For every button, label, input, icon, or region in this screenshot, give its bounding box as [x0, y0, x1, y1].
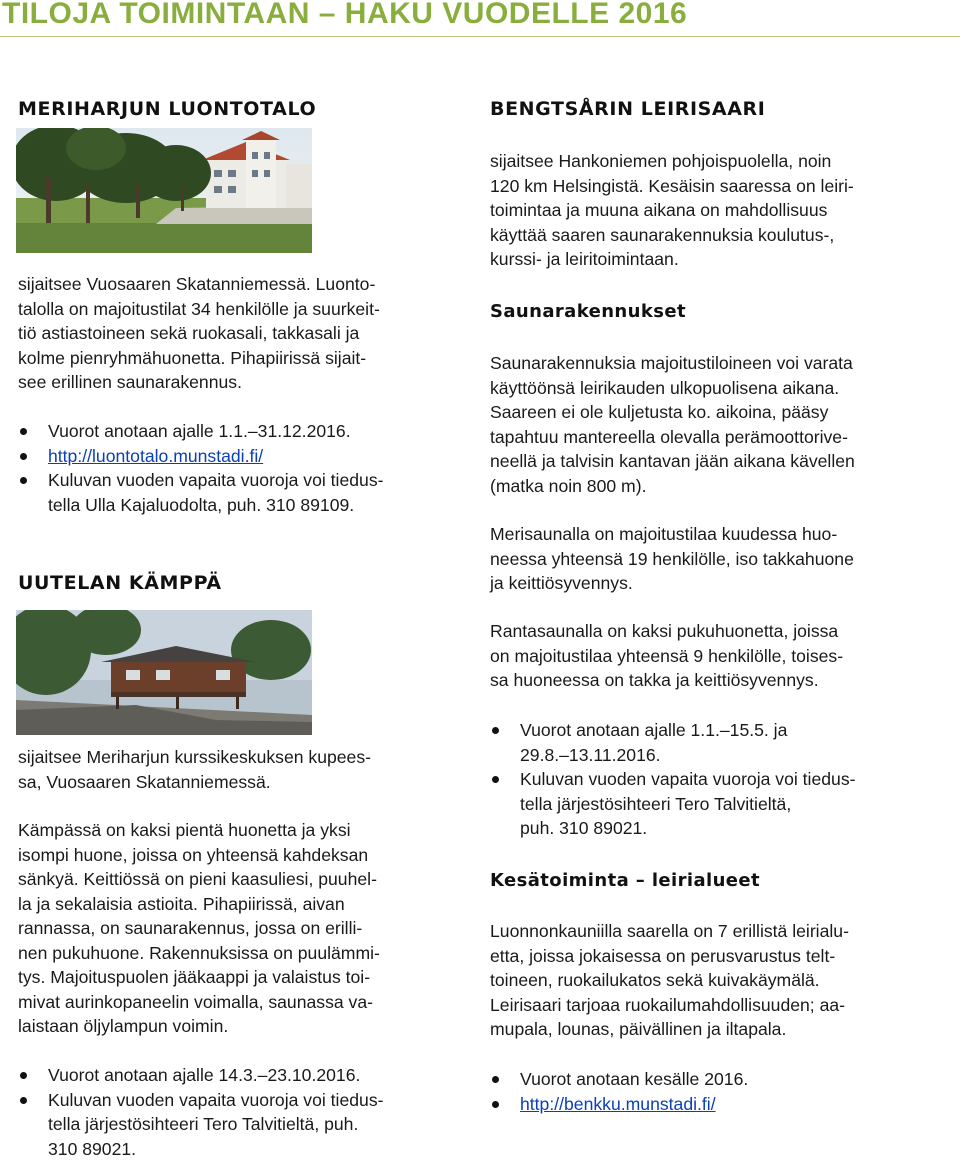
text-line: sa, Vuosaaren Skatanniemessä.	[18, 770, 371, 795]
page-title: TILOJA TOIMINTAAN – HAKU VUODELLE 2016	[2, 0, 687, 31]
text-line: ja keittiösyvennys.	[490, 571, 854, 596]
text-line: sänkyä. Keittiössä on pieni kaasuliesi, puuhel-	[18, 867, 380, 892]
text-line: neessa yhteensä 19 henkilölle, iso takkahuone	[490, 547, 854, 572]
sauna-paragraph-2	[490, 522, 854, 596]
bullet-icon	[492, 1101, 499, 1108]
text-line: käyttöönsä leirikauden ulkopuolisena aikana.	[490, 376, 855, 401]
text-line: tapahtuu mantereella olevalla perämoottorive-	[490, 425, 855, 450]
bullet-icon	[492, 1076, 499, 1083]
bullet-icon	[20, 453, 27, 460]
sauna-paragraph-3	[490, 619, 843, 693]
meriharju-heading: MERIHARJUN LUONTOTALO	[18, 98, 316, 120]
page-title-bar	[0, 0, 960, 37]
text-line: (matka noin 800 m).	[490, 474, 855, 499]
text-line: sa huoneessa on takka ja keittiösyvennys.	[490, 668, 843, 693]
text-line: isompi huone, joissa on yhteensä kahdeksan	[18, 843, 380, 868]
bullet-text: puh. 310 89021.	[520, 816, 945, 841]
bullet-text: Vuorot anotaan ajalle 14.3.–23.10.2016.	[48, 1063, 463, 1088]
text-line: etta, joissa jokaisessa on perusvarustus telt-	[490, 944, 849, 969]
text-line: Rantasaunalla on kaksi pukuhuonetta, joissa	[490, 619, 843, 644]
kesa-heading: Kesätoiminta – leirialueet	[490, 870, 760, 891]
kesa-paragraph	[490, 919, 849, 1042]
sauna-paragraph-1	[490, 351, 855, 498]
bullet-text: tella järjestösihteeri Tero Talvitieltä,	[520, 792, 945, 817]
list-item	[490, 1092, 945, 1117]
text-line: mupala, lounas, päivällinen ja iltapala.	[490, 1017, 849, 1042]
bullet-text: Vuorot anotaan ajalle 1.1.–15.5. ja	[520, 718, 945, 743]
text-line: 120 km Helsingistä. Kesäisin saaressa on leiri-	[490, 174, 854, 199]
bullet-icon	[20, 428, 27, 435]
text-line: mivat aurinkopaneelin voimalla, saunassa va-	[18, 990, 380, 1015]
uutela-body	[18, 818, 380, 1039]
text-line: sijaitsee Meriharjun kurssikeskuksen kupees-	[18, 745, 371, 770]
text-line: tys. Majoituspuolen jääkaappi ja valaistus toi-	[18, 965, 380, 990]
text-line: see erillinen saunarakennus.	[18, 370, 380, 395]
text-line: kurssi- ja leiritoimintaan.	[490, 247, 854, 272]
meriharju-photo	[16, 128, 312, 253]
bullet-icon	[20, 477, 27, 484]
list-item	[18, 1063, 463, 1088]
sauna-bullets	[490, 718, 945, 841]
text-line: Merisaunalla on majoitustilaa kuudessa huo-	[490, 522, 854, 547]
list-item	[18, 444, 463, 469]
bullet-text: tella järjestösihteeri Tero Talvitieltä, puh.	[48, 1112, 463, 1137]
uutela-photo	[16, 610, 312, 735]
uutela-bullets	[18, 1063, 463, 1161]
text-line: rannassa, on saunarakennus, jossa on erilli-	[18, 916, 380, 941]
text-line: Saunarakennuksia majoitustiloineen voi varata	[490, 351, 855, 376]
text-line: toineen, ruokailukatos sekä kuivakäymälä.	[490, 968, 849, 993]
text-line: Luonnonkauniilla saarella on 7 erillistä leirialu-	[490, 919, 849, 944]
luontotalo-link[interactable]: http://luontotalo.munstadi.fi/	[48, 446, 263, 466]
uutela-location	[18, 745, 371, 794]
text-line: Saareen ei ole kuljetusta ko. aikoina, pääsy	[490, 400, 855, 425]
text-line: talolla on majoitustilat 34 henkilölle ja suurkeit-	[18, 297, 380, 322]
text-line: käyttää saaren saunarakennuksia koulutus-,	[490, 223, 854, 248]
sauna-heading: Saunarakennukset	[490, 301, 686, 322]
bullet-text: tella Ulla Kajaluodolta, puh. 310 89109.	[48, 493, 463, 518]
bullet-icon	[20, 1072, 27, 1079]
text-line: sijaitsee Hankoniemen pohjoispuolella, noin	[490, 149, 854, 174]
text-line: Leirisaari tarjoaa ruokailumahdollisuuden; aa-	[490, 993, 849, 1018]
text-line: tiö astiastoineen sekä ruokasali, takkasali ja	[18, 321, 380, 346]
text-line: neellä ja talvisin kantavan jään aikana kävellen	[490, 449, 855, 474]
text-line: Kämpässä on kaksi pientä huonetta ja yksi	[18, 818, 380, 843]
kesa-bullets	[490, 1067, 945, 1116]
text-line: toimintaa ja muuna aikana on mahdollisuus	[490, 198, 854, 223]
list-item	[490, 718, 945, 767]
bengtsar-intro	[490, 149, 854, 272]
bullet-text: Kuluvan vuoden vapaita vuoroja voi tiedus-	[48, 1088, 463, 1113]
bengtsar-heading: BENGTSÅRIN LEIRISAARI	[490, 98, 765, 120]
text-line: kolme pienryhmähuonetta. Pihapiirissä sijait-	[18, 346, 380, 371]
text-line: sijaitsee Vuosaaren Skatanniemessä. Luonto-	[18, 272, 380, 297]
meriharju-bullets	[18, 419, 463, 517]
bullet-icon	[492, 776, 499, 783]
bullet-text: Kuluvan vuoden vapaita vuoroja voi tiedus-	[48, 468, 463, 493]
bullet-text: 310 89021.	[48, 1137, 463, 1161]
bullet-text: Vuorot anotaan ajalle 1.1.–31.12.2016.	[48, 419, 463, 444]
benkku-link[interactable]: http://benkku.munstadi.fi/	[520, 1094, 716, 1114]
bullet-text: Vuorot anotaan kesälle 2016.	[520, 1067, 945, 1092]
text-line: laistaan öljylampun voimin.	[18, 1014, 380, 1039]
text-line: nen pukuhuone. Rakennuksissa on puulämmi-	[18, 941, 380, 966]
list-item	[18, 468, 463, 517]
list-item	[490, 1067, 945, 1092]
bullet-text: Kuluvan vuoden vapaita vuoroja voi tiedus-	[520, 767, 945, 792]
uutela-heading: UUTELAN KÄMPPÄ	[18, 572, 222, 594]
text-line: la ja sekalaisia astioita. Pihapiirissä, aivan	[18, 892, 380, 917]
list-item	[490, 767, 945, 841]
bullet-icon	[20, 1097, 27, 1104]
meriharju-description	[18, 272, 380, 395]
list-item	[18, 419, 463, 444]
bullet-text: 29.8.–13.11.2016.	[520, 743, 945, 768]
list-item	[18, 1088, 463, 1161]
bullet-icon	[492, 727, 499, 734]
text-line: on majoitustilaa yhteensä 9 henkilölle, toises-	[490, 644, 843, 669]
